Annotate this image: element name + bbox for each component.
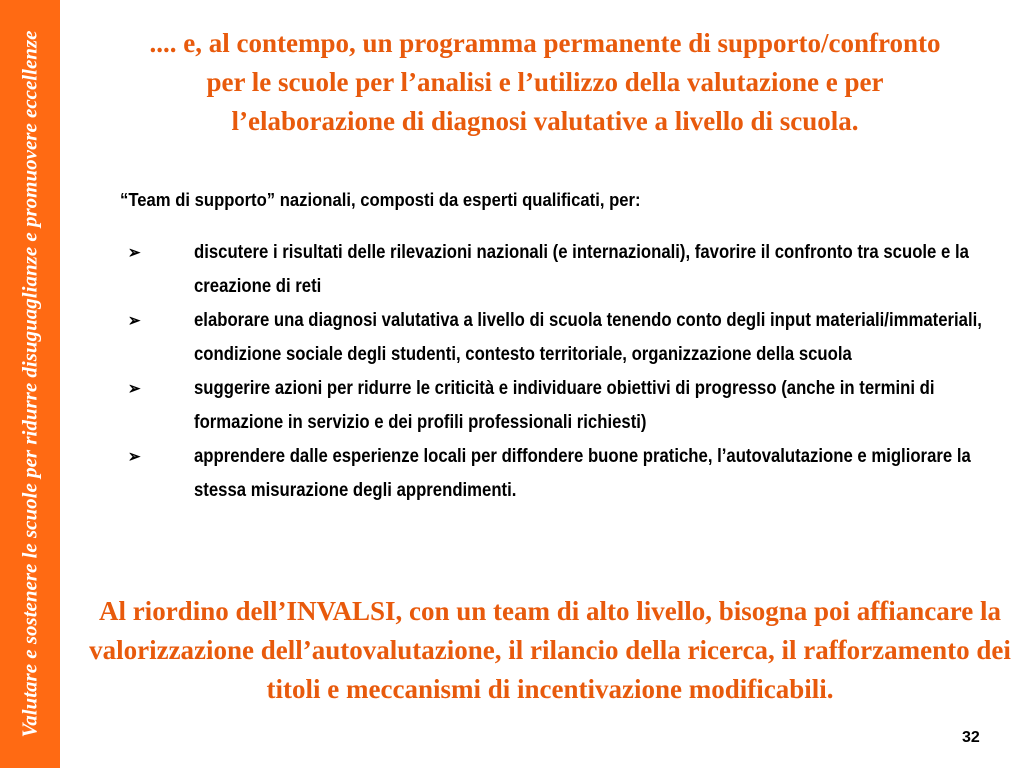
- sidebar-title: Valutare e sostenere le scuole per ridurre disuguaglianze e promuovere eccellenze: [17, 30, 42, 738]
- list-item: [128, 440, 1008, 508]
- list-item: [128, 236, 1008, 304]
- arrowhead-bullet-icon: ➢: [128, 311, 141, 330]
- bullet-text: apprendere dalle esperienze locali per diffondere buone pratiche, l’autovalutazione e migliorare la stessa misurazione degli apprendimenti.: [194, 446, 971, 501]
- list-item: [128, 304, 1008, 372]
- arrowhead-bullet-icon: ➢: [128, 447, 141, 466]
- bullet-text: discutere i risultati delle rilevazioni nazionali (e internazionali), favorire il confronto tra scuole e la creazione di reti: [194, 242, 969, 297]
- page-number: 32: [962, 729, 980, 746]
- slide-title: .... e, al contempo, un programma permanente di supporto/confronto per le scuole per l’analisi e l’utilizzo della valutazione e per l’elaborazione di diagnosi valutative a livello di scuola.: [149, 28, 941, 136]
- closing-statement: Al riordino dell’INVALSI, con un team di alto livello, bisogna poi affiancare la valorizzazione dell’autovalutazione, il rilancio della ricerca, il rafforzamento dei titoli e meccanismi di incentivazione modificabili.: [89, 596, 1011, 704]
- sidebar-band: [0, 0, 60, 768]
- slide-subtitle: “Team di supporto” nazionali, composti da esperti qualificati, per:: [120, 189, 641, 210]
- list-item: [128, 372, 1008, 440]
- arrowhead-bullet-icon: ➢: [128, 379, 141, 398]
- arrowhead-bullet-icon: ➢: [128, 243, 141, 262]
- bullet-text: elaborare una diagnosi valutativa a livello di scuola tenendo conto degli input materiali/immateriali, condizione sociale degli studenti, contesto territoriale, organizzazione della scuola: [194, 310, 982, 365]
- bullet-list: [128, 236, 1008, 508]
- bullet-text: suggerire azioni per ridurre le criticità e individuare obiettivi di progresso (anche in termini di formazione in servizio e dei profili professionali richiesti): [194, 378, 935, 433]
